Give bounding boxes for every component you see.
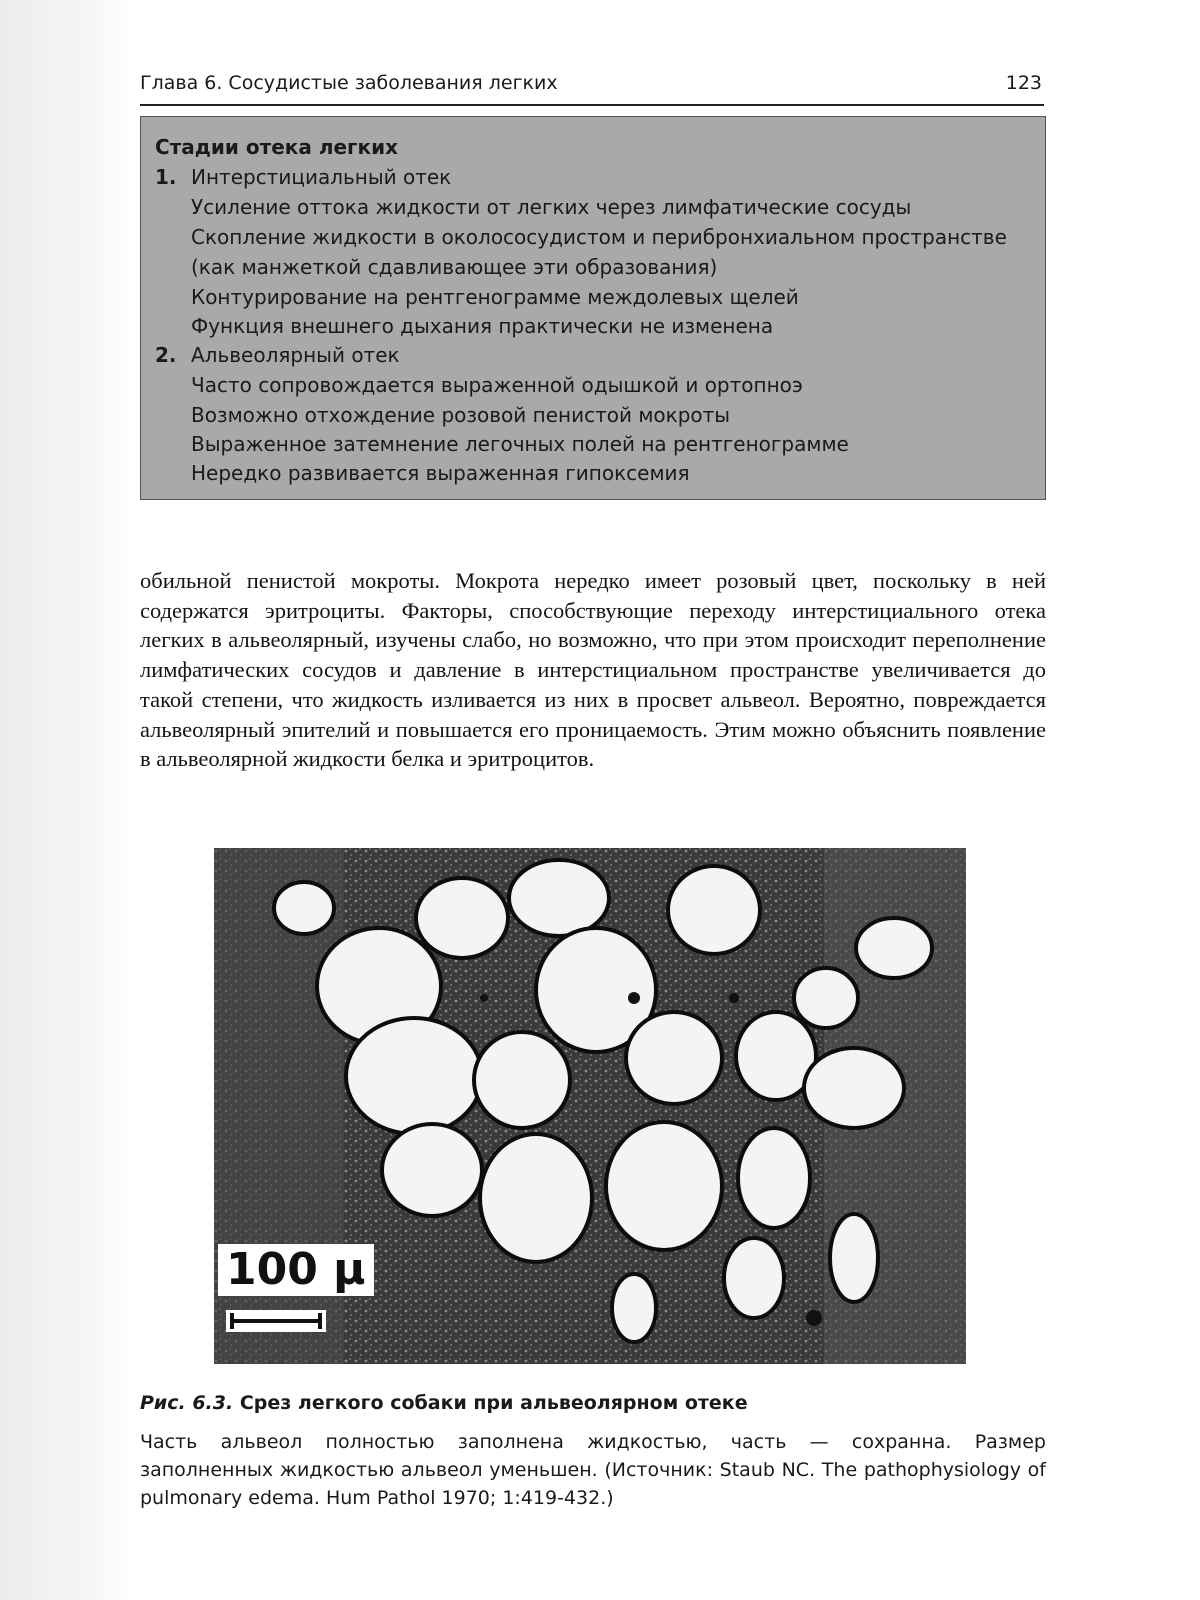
item-line: Выраженное затемнение легочных полей на рентгенограмме	[191, 432, 849, 456]
item-line: (как манжеткой сдавливающее эти образования)	[191, 255, 718, 279]
scale-label: 100 μ	[218, 1244, 374, 1296]
item-heading: Интерстициальный отек	[191, 165, 452, 189]
item-number: 2.	[155, 343, 177, 367]
item-line: Функция внешнего дыхания практически не изменена	[191, 314, 774, 338]
item-line: Часто сопровождается выраженной одышкой и ортопноэ	[191, 373, 803, 397]
stages-box	[140, 116, 1046, 500]
item-line: Возможно отхождение розовой пенистой мокроты	[191, 403, 731, 427]
figure-caption-title	[140, 1392, 748, 1414]
page-number: 123	[1005, 72, 1042, 94]
chapter-title: Глава 6. Сосудистые заболевания легких	[140, 72, 558, 94]
figure-title: Срез легкого собаки при альвеолярном отеке	[239, 1392, 748, 1414]
running-header	[140, 68, 1044, 106]
item-heading: Альвеолярный отек	[191, 343, 400, 367]
item-line: Скопление жидкости в околососудистом и перибронхиальном пространстве	[191, 225, 1007, 249]
item-line: Усиление оттока жидкости от легких через лимфатические сосуды	[191, 195, 912, 219]
figure-caption-body: Часть альвеол полностью заполнена жидкостью, часть — сохранна. Размер заполненных жидкостью альвеол уменьшен. (Источник: Staub NC. The pathophysiology of pulmonary edema. Hum Pathol 1970; 1:419-432.)	[140, 1431, 1046, 1509]
item-number: 1.	[155, 165, 177, 189]
lung-section-micrograph	[214, 848, 966, 1364]
item-line: Контурирование на рентгенограмме междолевых щелей	[191, 285, 799, 309]
body-paragraph: обильной пенистой мокроты. Мокрота нередко имеет розовый цвет, поскольку в ней содержатся эритроциты. Факторы, способствующие переходу интерстициального отека легких в альвеолярный, изучены слабо, но возможно, что при этом происходит переполнение лимфатических сосудов и давление в интерстициальном пространстве увеличивается до такой степени, что жидкость изливается из них в просвет альвеол. Вероятно, повреждается альвеолярный эпителий и повышается его проницаемость. Этим можно объяснить появление в альвеолярной жидкости белка и эритроцитов.	[140, 568, 1046, 772]
figure-number: Рис. 6.3.	[140, 1392, 234, 1414]
item-line: Нередко развивается выраженная гипоксемия	[191, 461, 690, 485]
scale-bar	[226, 1310, 326, 1332]
box-title: Стадии отека легких	[155, 135, 398, 159]
page-edge-shadow	[0, 0, 134, 1600]
